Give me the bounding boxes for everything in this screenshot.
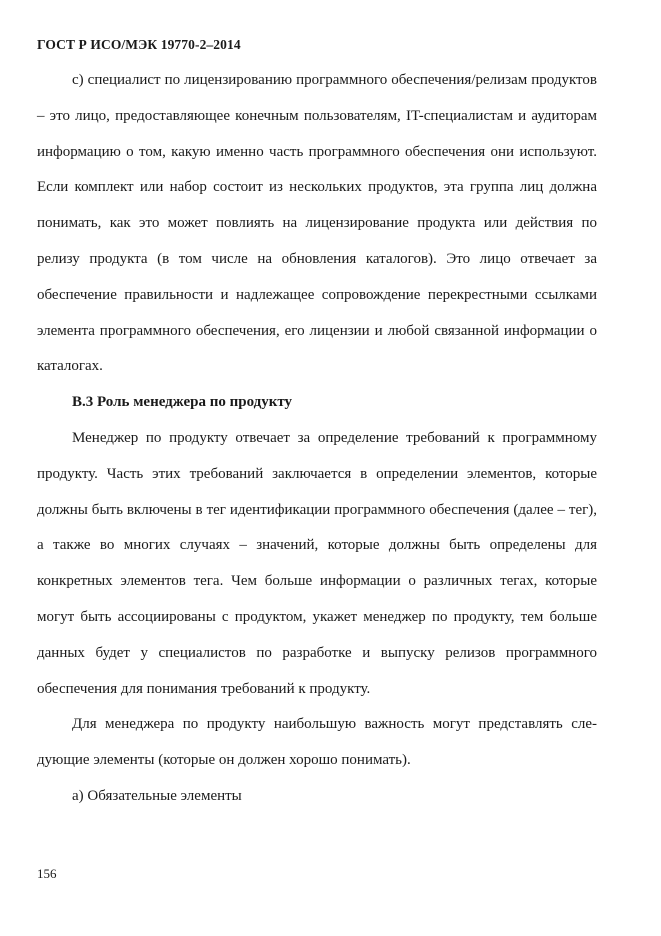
document-header: ГОСТ Р ИСО/МЭК 19770-2–2014 xyxy=(37,37,241,52)
page-number: 156 xyxy=(37,866,57,881)
list-item-mandatory-elements: a) Обязательные элементы xyxy=(72,787,242,804)
paragraph-license-specialist: c) специалист по лицензированию программного обеспечения/релизам продуктов – это лицо, предоставляющее конечным пользователям, IT-специалистам и аудиторам информацию о том, какую именно часть программного обеспечения они используют. Если комплект или набор состоит из нескольких продуктов, эта группа лиц должна понимать, как это может повлиять на лицензирование продукта или действия по релизу продукта (в том числе на обновления каталогов). Это лицо отвечает за обеспечение правильности и надлежащее сопровождение перекрестными ссылками элемента программного обеспечения, его лицензии и любой связанной информации о каталогах. xyxy=(37,72,597,375)
page-content xyxy=(37,63,597,815)
paragraph-importance: Для менеджера по продукту наибольшую важность могут представлять следующие элементы (которые он должен хорошо понимать). xyxy=(37,716,597,769)
section-heading: В.3 Роль менеджера по продукту xyxy=(72,394,293,411)
paragraph-product-manager: Менеджер по продукту отвечает за определение требований к программному продукту. Часть этих требований заключается в определении элементов, которые должны быть включены в тег идентификации программного обеспечения (далее – тег), а также во многих случаях – значений, которые должны быть определены для конкретных элементов тега. Чем больше информации о различных тегах, которые могут быть ассоциированы с продуктом, укажет менеджер по продукту, тем больше данных будет у специалистов по разработке и выпуску релизов программного обеспечения для понимания требований к продукту. xyxy=(37,429,597,697)
